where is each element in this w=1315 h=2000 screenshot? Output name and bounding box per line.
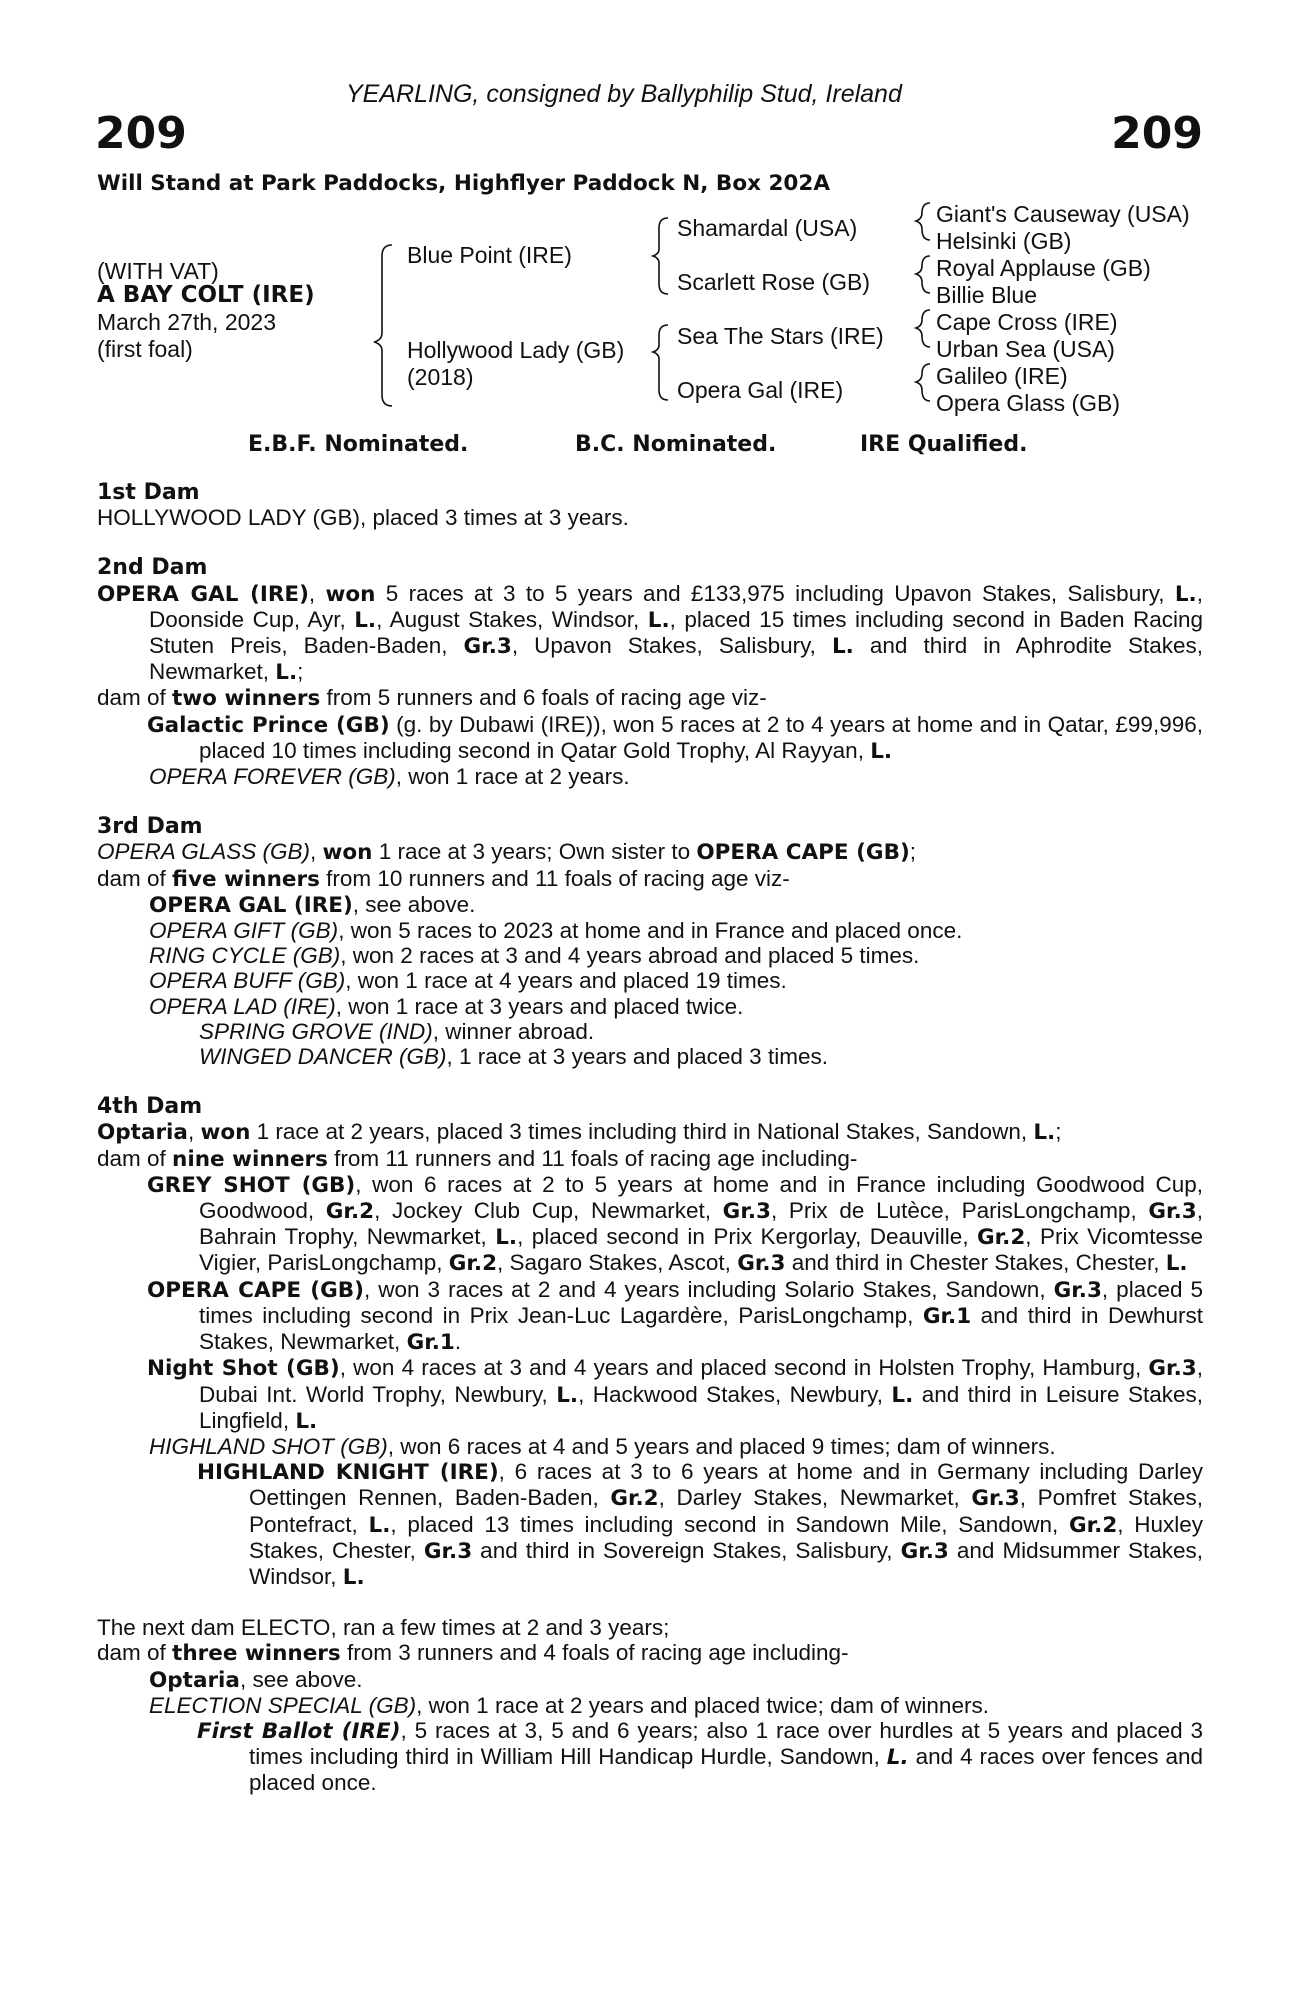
produce-opera-forever: OPERA FOREVER (GB), won 1 race at 2 years. [149,764,630,790]
third-dam-heading: 3rd Dam [97,814,203,840]
vat-note: (WITH VAT) [97,258,219,284]
bc-nomination: B.C. Nominated. [575,432,777,457]
catalogue-body [97,480,1203,1796]
foal-note: (first foal) [97,336,193,362]
ggp-4: Billie Blue [936,282,1037,308]
lot-number-left: 209 [95,108,187,159]
second-dam-produce-summary: dam of two winners from 5 runners and 6 foals of racing age viz- [97,685,767,712]
third-dam-record: OPERA GLASS (GB), won 1 race at 3 years; Own sister to OPERA CAPE (GB); [97,839,917,866]
produce-highland-knight: HIGHLAND KNIGHT (IRE), 6 races at 3 to 6 years at home and in Germany including Darley Oettingen Rennen, Baden-Baden, Gr.2, Darley Stakes, Newmarket, Gr.3, Pomfret Stakes, Pontefract, L., placed 13 times including second in Sandown Mile, Sandown, Gr.2, Huxley Stakes, Chester, Gr.3 and third in Sovereign Stakes, Salisbury, Gr.3 and Midsummer Stakes, Windsor, L. [197,1459,1204,1590]
produce-grey-shot: GREY SHOT (GB), won 6 races at 2 to 5 years at home and in France including Goodwood Cup, Goodwood, Gr.2, Jockey Club Cup, Newmarket, Gr.3, Prix de Lutèce, ParisLongchamp, Gr.3, Bahrain Trophy, Newmarket, L., placed second in Prix Kergorlay, Deauville, Gr.2, Prix Vicomtesse Vigier, ParisLongchamp, Gr.2, Sagaro Stakes, Ascot, Gr.3 and third in Chester Stakes, Chester, L. [147,1171,1204,1277]
pedigree-main-bracket [374,245,392,406]
pedigree-sire-bracket [653,218,668,294]
first-dam-heading: 1st Dam [97,480,200,505]
ebf-nomination: E.B.F. Nominated. [248,432,469,457]
catalogue-subtitle: YEARLING, consigned by Ballyphilip Stud, Ireland [346,80,902,108]
ggp-bracket-4 [916,364,930,401]
produce-first-ballot: First Ballot (IRE), 5 races at 3, 5 and 6 years; also 1 race over hurdles at 5 years and placed 3 times including third in William Hill Handicap Hurdle, Sandown, L. and 4 races over fences and placed once. [197,1717,1203,1796]
ggp-1: Giant's Causeway (USA) [936,201,1190,227]
ggp-8: Opera Glass (GB) [936,390,1121,416]
ggp-bracket-1 [916,203,930,240]
produce-ring-cycle: RING CYCLE (GB), won 2 races at 3 and 4 years abroad and placed 5 times. [149,943,920,969]
third-dam-produce-summary: dam of five winners from 10 runners and 11 foals of racing age viz- [97,865,790,892]
produce-spring-grove: SPRING GROVE (IND), winner abroad. [199,1018,595,1044]
produce-opera-lad: OPERA LAD (IRE), won 1 race at 3 years and placed twice. [149,993,744,1019]
fourth-dam-heading: 4th Dam [97,1094,203,1120]
dam-sire: Sea The Stars (IRE) [677,323,884,349]
produce-night-shot: Night Shot (GB), won 4 races at 3 and 4 years and placed second in Holsten Trophy, Hamburg, Gr.3, Dubai Int. World Trophy, Newbury, L., Hackwood Stakes, Newbury, L. and third in Leisure Stakes, Lingfield, L. [147,1355,1203,1434]
produce-winged-dancer: WINGED DANCER (GB), 1 race at 3 years and placed 3 times. [199,1044,828,1070]
produce-opera-gal: OPERA GAL (IRE), see above. [149,891,476,918]
fourth-dam-record: Optaria, won 1 race at 2 years, placed 3 times including third in National Stakes, Sandown, L.; [97,1119,1062,1146]
ggp-3: Royal Applause (GB) [936,255,1151,281]
produce-opera-buff: OPERA BUFF (GB), won 1 race at 4 years and placed 19 times. [149,968,787,994]
sire-dam: Scarlett Rose (GB) [677,269,870,295]
horse-name: A BAY COLT (IRE) [97,282,315,308]
ggp-7: Galileo (IRE) [936,363,1068,389]
produce-optaria: Optaria, see above. [149,1666,363,1693]
foaling-date: March 27th, 2023 [97,309,277,335]
ggp-2: Helsinki (GB) [936,228,1072,254]
next-dam-line: The next dam ELECTO, ran a few times at 2 and 3 years; [97,1615,670,1641]
ggp-5: Cape Cross (IRE) [936,309,1118,335]
first-dam-line: HOLLYWOOD LADY (GB), placed 3 times at 3 years. [97,505,629,531]
stand-location: Will Stand at Park Paddocks, Highflyer Paddock N, Box 202A [97,171,830,196]
ggp-6: Urban Sea (USA) [936,336,1115,362]
dam-name: Hollywood Lady (GB) [407,337,625,363]
pedigree-dam-bracket [653,325,668,400]
produce-opera-gift: OPERA GIFT (GB), won 5 races to 2023 at home and in France and placed once. [149,918,963,944]
produce-galactic-prince: Galactic Prince (GB) (g. by Dubawi (IRE)), won 5 races at 2 to 4 years at home and in Qatar, £99,996, placed 10 times including second in Qatar Gold Trophy, Al Rayyan, L. [147,711,1203,764]
produce-highland-shot: HIGHLAND SHOT (GB), won 6 races at 4 and 5 years and placed 9 times; dam of winners. [149,1433,1056,1459]
produce-opera-cape: OPERA CAPE (GB), won 3 races at 2 and 4 years including Solario Stakes, Sandown, Gr.3, placed 5 times including second in Prix Jean-Luc Lagardère, ParisLongchamp, Gr.1 and third in Dewhurst Stakes, Newmarket, Gr.1. [147,1276,1204,1356]
dam-dam: Opera Gal (IRE) [677,377,844,403]
dam-year: (2018) [407,364,474,390]
sire-sire: Shamardal (USA) [677,215,858,241]
fourth-dam-produce-summary: dam of nine winners from 11 runners and 11 foals of racing age including- [97,1145,858,1172]
produce-election-special: ELECTION SPECIAL (GB), won 1 race at 2 years and placed twice; dam of winners. [149,1692,989,1718]
second-dam-heading: 2nd Dam [97,555,208,581]
ire-qualification: IRE Qualified. [860,432,1028,457]
next-dam-produce-summary: dam of three winners from 3 runners and 4 foals of racing age including- [97,1640,849,1667]
second-dam-record: OPERA GAL (IRE), won 5 races at 3 to 5 years and £133,975 including Upavon Stakes, Salisbury, L., Doonside Cup, Ayr, L., August Stakes, Windsor, L., placed 15 times including second in Baden Racing Stuten Preis, Baden-Baden, Gr.3, Upavon Stakes, Salisbury, L. and third in Aphrodite Stakes, Newmarket, L.; [97,580,1203,686]
ggp-bracket-2 [916,256,930,293]
ggp-bracket-3 [916,310,930,347]
lot-number-right: 209 [1111,108,1203,159]
sire-name: Blue Point (IRE) [407,242,572,268]
